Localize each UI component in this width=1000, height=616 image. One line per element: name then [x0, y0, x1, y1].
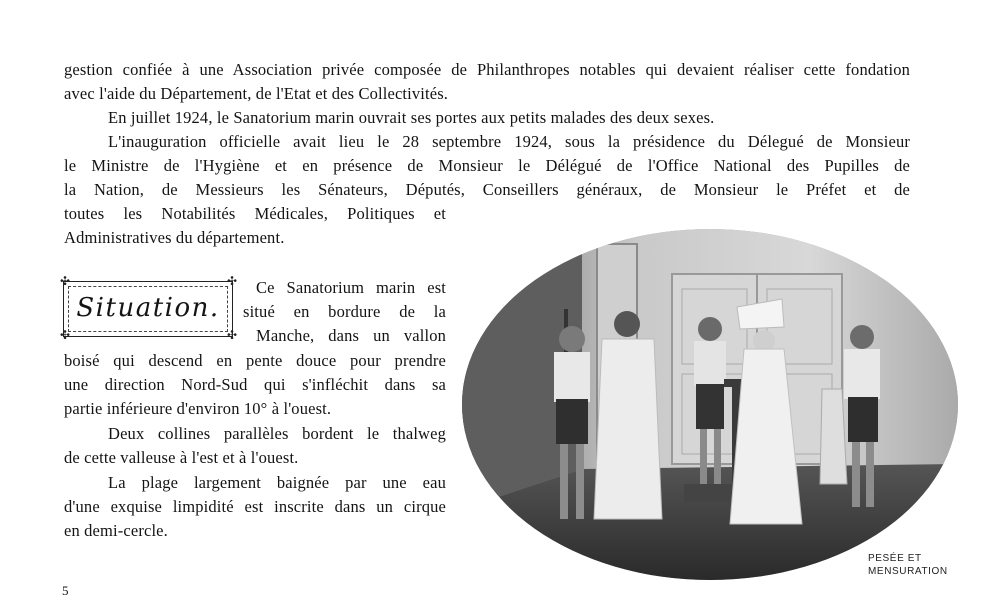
ornament-icon: ✣ [227, 328, 238, 342]
body-text-line: La plage largement baignée par une eau [108, 473, 446, 492]
body-text-line: d'une exquise limpidité est inscrite dans un cirque [64, 497, 446, 516]
ornament-icon: ✣ [60, 274, 71, 288]
ornament-icon: ✣ [60, 328, 71, 342]
body-text-line: situé en bordure de la [243, 302, 446, 321]
body-text-line: Deux collines parallèles bordent le thalweg [108, 424, 446, 443]
body-text-line: de cette valleuse à l'est et à l'ouest. [64, 448, 299, 467]
photo-scene [462, 229, 958, 580]
body-text-line: en demi-cercle. [64, 521, 168, 540]
body-text-line: boisé qui descend en pente douce pour prendre [64, 351, 446, 370]
page-number: 5 [62, 583, 69, 598]
section-heading-frame [60, 274, 238, 342]
caption-line: MENSURATION [868, 566, 948, 577]
body-text-line: le Ministre de l'Hygiène et en présence de Monsieur le Délégué de l'Office National des Pupilles de [64, 156, 910, 175]
body-text-line: partie inférieure d'environ 10° à l'ouest. [64, 399, 332, 418]
body-text-line: une direction Nord-Sud qui s'infléchit dans sa [64, 375, 446, 394]
ornament-icon: ✣ [227, 274, 238, 288]
body-text-line: gestion confiée à une Association privée composée de Philanthropes notables qui devaient réaliser cette fondation [64, 60, 910, 79]
body-text-line: Manche, dans un vallon [256, 326, 446, 345]
body-text-line: En juillet 1924, le Sanatorium marin ouvrait ses portes aux petits malades des deux sexes. [108, 108, 715, 127]
body-text-line: Administratives du département. [64, 228, 285, 247]
body-text-line: Ce Sanatorium marin est [256, 278, 446, 297]
body-text-line: L'inauguration officielle avait lieu le 28 septembre 1924, sous la présidence du Délegué de Monsieur [108, 132, 910, 151]
body-text-line: avec l'aide du Département, de l'Etat et des Collectivités. [64, 84, 449, 103]
photo-caption [868, 552, 948, 578]
body-text-line: la Nation, de Messieurs les Sénateurs, Députés, Conseillers généraux, de Monsieur le Préfet et de [64, 180, 910, 199]
body-text-line: toutes les Notabilités Médicales, Politiques et [64, 204, 446, 223]
section-heading: Situation. [76, 293, 220, 323]
caption-line: PESÉE ET [868, 553, 922, 564]
photograph [462, 229, 958, 580]
